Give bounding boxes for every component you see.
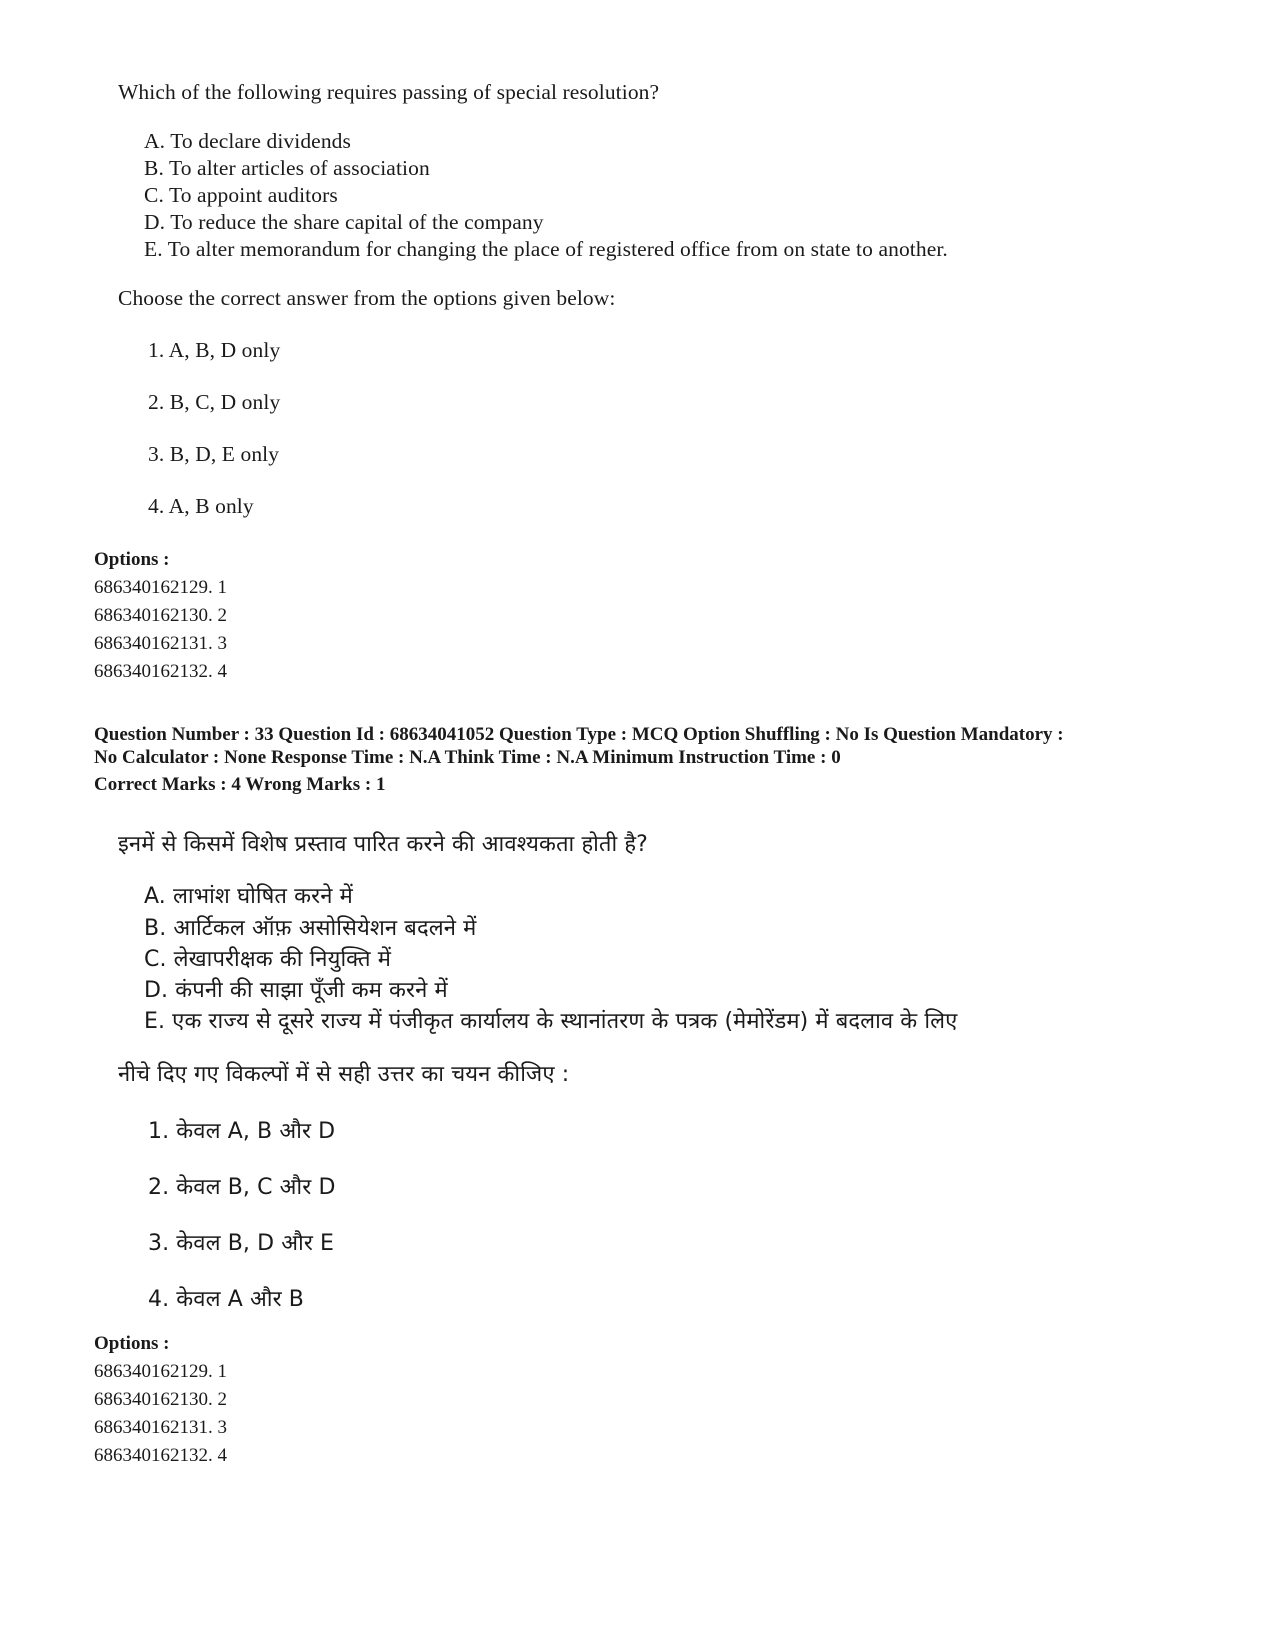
statement-a-hindi: A. लाभांश घोषित करने में bbox=[144, 884, 353, 909]
option-item-2-1: 686340162129. 1 bbox=[94, 1361, 227, 1382]
option-item-1: 686340162129. 1 bbox=[94, 577, 227, 598]
statement-d: D. To reduce the share capital of the company bbox=[144, 210, 544, 234]
statement-a: A. To declare dividends bbox=[144, 129, 351, 153]
meta-line-3: Correct Marks : 4 Wrong Marks : 1 bbox=[94, 774, 386, 795]
statement-e: E. To alter memorandum for changing the place of registered office from on state to another. bbox=[144, 237, 948, 261]
choice-3-hindi: 3. केवल B, D और E bbox=[148, 1231, 335, 1256]
instruction-hindi: नीचे दिए गए विकल्पों में से सही उत्तर का चयन कीजिए : bbox=[118, 1062, 570, 1087]
instruction: Choose the correct answer from the options given below: bbox=[118, 286, 616, 310]
question-stem: Which of the following requires passing of special resolution? bbox=[118, 80, 660, 104]
option-item-4: 686340162132. 4 bbox=[94, 661, 227, 682]
choice-4: 4. A, B only bbox=[148, 494, 254, 518]
meta-line-1: Question Number : 33 Question Id : 68634041052 Question Type : MCQ Option Shuffling : No Is Question Mandatory : bbox=[94, 724, 1064, 745]
statement-c: C. To appoint auditors bbox=[144, 183, 338, 207]
question-stem-hindi: इनमें से किसमें विशेष प्रस्ताव पारित करने की आवश्यकता होती है? bbox=[118, 832, 648, 857]
choice-3: 3. B, D, E only bbox=[148, 442, 280, 466]
choice-1: 1. A, B, D only bbox=[148, 338, 281, 362]
statement-b: B. To alter articles of association bbox=[144, 156, 430, 180]
options-heading-2: Options : bbox=[94, 1333, 170, 1354]
option-item-2-3: 686340162131. 3 bbox=[94, 1417, 227, 1438]
choice-1-hindi: 1. केवल A, B और D bbox=[148, 1119, 336, 1144]
option-item-2-2: 686340162130. 2 bbox=[94, 1389, 227, 1410]
option-item-2: 686340162130. 2 bbox=[94, 605, 227, 626]
statement-d-hindi: D. कंपनी की साझा पूँजी कम करने में bbox=[144, 978, 448, 1003]
statement-c-hindi: C. लेखापरीक्षक की नियुक्ति में bbox=[144, 947, 391, 972]
options-heading: Options : bbox=[94, 549, 170, 570]
option-item-2-4: 686340162132. 4 bbox=[94, 1445, 227, 1466]
choice-4-hindi: 4. केवल A और B bbox=[148, 1287, 304, 1312]
choice-2: 2. B, C, D only bbox=[148, 390, 281, 414]
option-item-3: 686340162131. 3 bbox=[94, 633, 227, 654]
choice-2-hindi: 2. केवल B, C और D bbox=[148, 1175, 336, 1200]
meta-line-2: No Calculator : None Response Time : N.A Think Time : N.A Minimum Instruction Time : 0 bbox=[94, 747, 841, 768]
statement-e-hindi: E. एक राज्य से दूसरे राज्य में पंजीकृत कार्यालय के स्थानांतरण के पत्रक (मेमोरेंडम) में बदलाव के लिए bbox=[144, 1009, 958, 1034]
statement-b-hindi: B. आर्टिकल ऑफ़ असोसियेशन बदलने में bbox=[144, 916, 477, 941]
